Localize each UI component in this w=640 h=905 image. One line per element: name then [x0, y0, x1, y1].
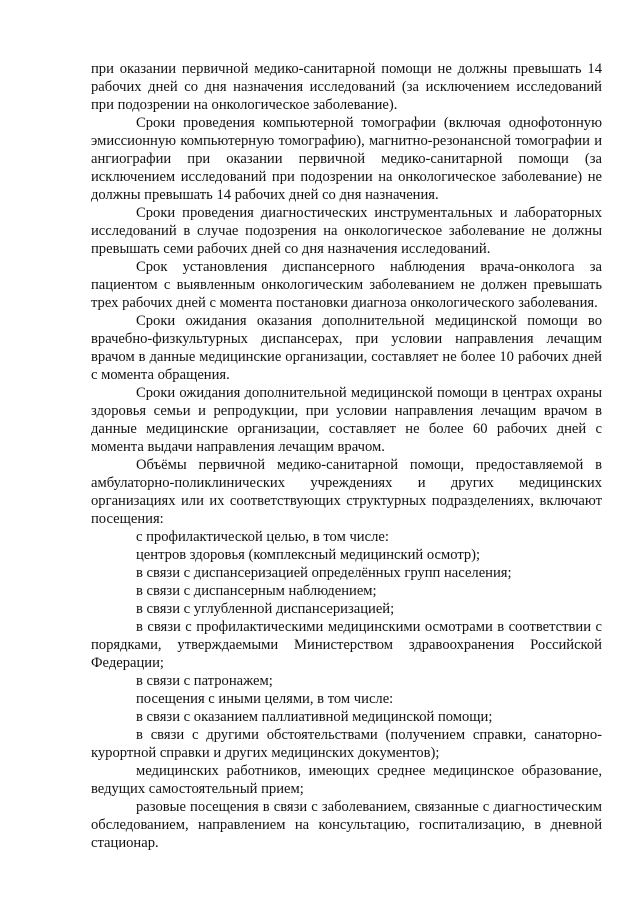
list-item: посещения с иными целями, в том числе:: [136, 691, 394, 707]
list-item: в связи с углубленной диспансеризацией;: [136, 601, 395, 617]
list-item: с профилактической целью, в том числе:: [136, 529, 389, 545]
paragraph-oncology-diagnostics: Сроки проведения диагностических инструментальных и лабораторных исследований в случае подозрения на онкологическое заболевание не должны превышать семи рабочих дней со дня назначения исследований.: [91, 205, 602, 257]
list-item: в связи с диспансерным наблюдением;: [136, 583, 377, 599]
paragraph-sports-medicine-waiting: Сроки ожидания оказания дополнительной медицинской помощи во врачебно-физкультурных диспансерах, при условии направления лечащим врачом в данные медицинские организации, составляет не более 10 рабочих дней с момента обращения.: [91, 313, 602, 383]
list-item: в связи с профилактическими медицинскими осмотрами в соответствии с порядками, утверждаемыми Министерством здравоохранения Российской Федерации;: [91, 619, 602, 671]
list-item: в связи с другими обстоятельствами (получением справки, санаторно-курортной справки и других медицинских документов);: [91, 727, 602, 761]
list-item: центров здоровья (комплексный медицинский осмотр);: [136, 547, 481, 563]
list-item: в связи с диспансеризацией определённых групп населения;: [136, 565, 512, 581]
list-item: в связи с патронажем;: [136, 673, 273, 689]
paragraph-oncologist-observation: Срок установления диспансерного наблюдения врача-онколога за пациентом с выявленным онкологическим заболеванием не должен превышать трех рабочих дней с момента постановки диагноза онкологического заболевания.: [91, 259, 602, 311]
paragraph-exam-deadlines: при оказании первичной медико-санитарной помощи не должны превышать 14 рабочих дней со дня назначения исследований (за исключением исследований при подозрении на онкологическое заболевание).: [91, 61, 602, 113]
list-item: в связи с оказанием паллиативной медицинской помощи;: [136, 709, 493, 725]
document-body: [91, 60, 602, 852]
list-item: медицинских работников, имеющих среднее медицинское образование, ведущих самостоятельный прием;: [91, 763, 602, 797]
paragraph-ct-mri-deadlines: Сроки проведения компьютерной томографии (включая однофотонную эмиссионную компьютерную томографию), магнитно-резонансной томографии и ангиографии при оказании первичной медико-санитарной помощи (за исключением исследований при подозрении на онкологическое заболевание) не должны превышать 14 рабочих дней со дня назначения.: [91, 115, 602, 203]
paragraph-primary-care-volumes: Объёмы первичной медико-санитарной помощи, предоставляемой в амбулаторно-поликлинических учреждениях и других медицинских организациях или их соответствующих структурных подразделениях, включают посещения:: [91, 457, 602, 527]
list-item: разовые посещения в связи с заболеванием, связанные с диагностическим обследованием, направлением на консультацию, госпитализацию, в дневной стационар.: [91, 799, 602, 851]
paragraph-family-health-waiting: Сроки ожидания дополнительной медицинской помощи в центрах охраны здоровья семьи и репродукции, при условии направления лечащим врачом в данные медицинские организации, составляет не более 60 рабочих дней с момента выдачи направления лечащим врачом.: [91, 385, 602, 455]
